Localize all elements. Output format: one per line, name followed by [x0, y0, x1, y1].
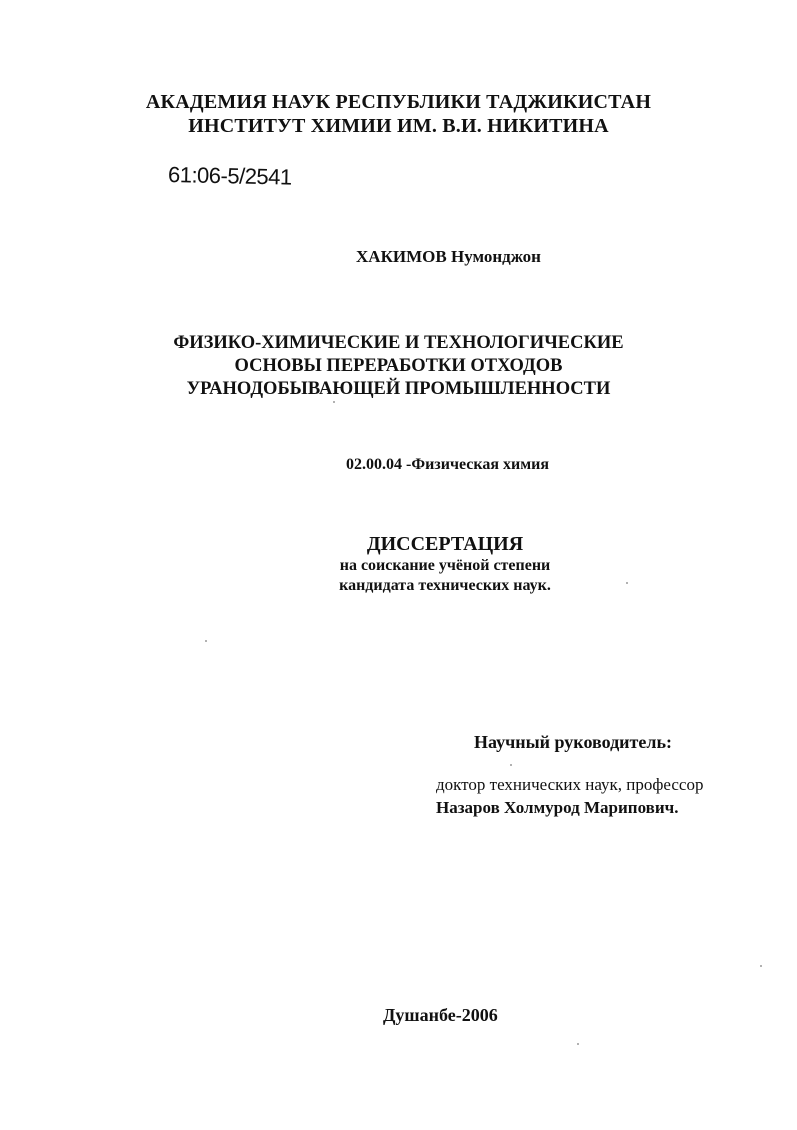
scan-speck: [577, 1043, 579, 1045]
scan-speck: [333, 401, 335, 403]
place-and-year: Душанбе-2006: [383, 1005, 498, 1025]
academy-name: АКАДЕМИЯ НАУК РЕСПУБЛИКИ ТАДЖИКИСТАН: [145, 91, 652, 113]
supervisor-degree: доктор технических наук, профессор: [436, 775, 704, 794]
thesis-degree-line-2: кандидата технических наук.: [339, 577, 551, 594]
thesis-degree-line-1: на соискание учёной степени: [339, 557, 551, 574]
institute-name: ИНСТИТУТ ХИМИИ ИМ. В.И. НИКИТИНА: [188, 115, 609, 137]
scan-speck: [760, 965, 762, 967]
thesis-kind: ДИССЕРТАЦИЯ: [366, 533, 524, 555]
title-line-3: УРАНОДОБЫВАЮЩЕЙ ПРОМЫШЛЕННОСТИ: [186, 379, 611, 399]
supervisor-name: Назаров Холмурод Марипович.: [436, 798, 679, 817]
thesis-info: [0, 532, 797, 596]
title-line-1: ФИЗИКО-ХИМИЧЕСКИЕ И ТЕХНОЛОГИЧЕСКИЕ: [173, 333, 624, 353]
specialty-code: 02.00.04 -Физическая химия: [346, 456, 549, 473]
author: [0, 247, 797, 267]
author-given-name: Нумонджон: [451, 247, 541, 266]
organization-header: [0, 90, 797, 138]
supervisor-label: Научный руководитель:: [474, 732, 672, 752]
catalog-number: 61:06-5/2541: [167, 162, 292, 190]
author-surname: ХАКИМОВ: [356, 247, 447, 266]
scan-speck: [205, 640, 207, 642]
title-line-2: ОСНОВЫ ПЕРЕРАБОТКИ ОТХОДОВ: [234, 356, 563, 376]
scan-speck: [510, 764, 512, 766]
scan-speck: [626, 582, 628, 584]
dissertation-title: [0, 332, 797, 401]
